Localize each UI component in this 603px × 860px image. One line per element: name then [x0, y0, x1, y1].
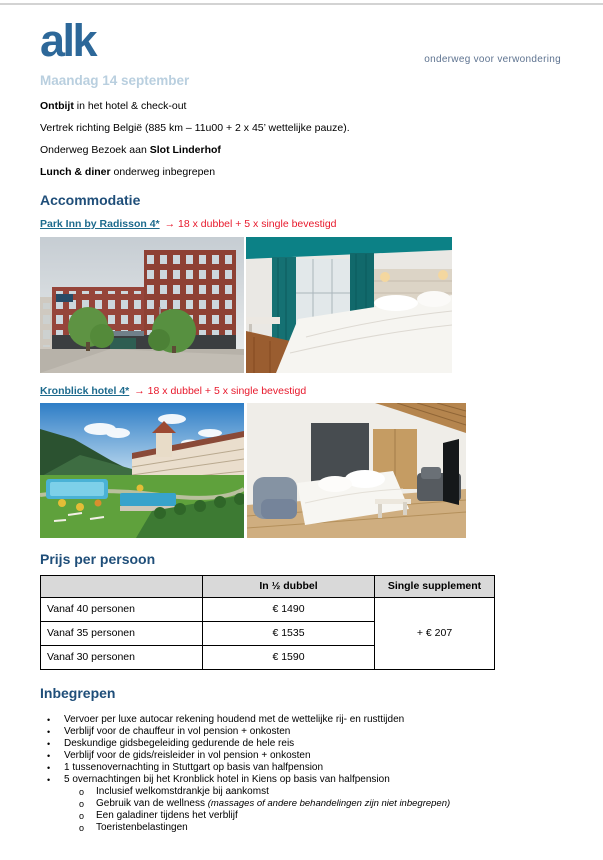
price-row-40	[41, 597, 495, 621]
page-top-border	[0, 3, 603, 5]
day-heading: Maandag 14 september	[40, 72, 190, 88]
included-item: • Vervoer per luxe autocar rekening houdend met de wettelijke rij- en rusttijden	[40, 714, 563, 726]
program-line-meals-rest: onderweg inbegrepen	[110, 165, 216, 178]
brand-tagline: onderweg voor verwondering	[424, 54, 561, 65]
program-line-visit-bold: Slot Linderhof	[149, 143, 221, 156]
price-row-30-value: € 1590	[203, 645, 375, 669]
program-line-meals	[40, 167, 563, 178]
sub-bullet-icon: o	[79, 798, 85, 809]
included-sub-item: o Toeristenbelastingen	[79, 821, 188, 833]
price-table-header-row	[41, 575, 495, 597]
program-line-visit-pre: Onderweg Bezoek aan	[40, 143, 150, 156]
photo-park-inn-exterior	[40, 237, 244, 373]
alk-logo: alk	[40, 15, 96, 66]
included-item: • Verblijf voor de gids/reisleider in vol pension + onkosten	[40, 750, 563, 762]
accommodation-heading: Accommodatie	[40, 191, 141, 208]
park-inn-photo-row	[40, 237, 563, 373]
price-row-35-label: Vanaf 35 personen	[41, 621, 203, 645]
hotel-line-kronblick	[40, 385, 563, 397]
photo-kronblick-bedroom	[247, 403, 466, 538]
program-line-breakfast-rest: in het hotel & check-out	[73, 99, 187, 112]
price-row-40-value: € 1490	[203, 597, 375, 621]
program-line-visit	[40, 145, 563, 156]
program-line-breakfast-bold: Ontbijt	[40, 99, 74, 112]
price-table	[40, 575, 495, 670]
included-sub-item: o Een galadiner tijdens het verblijf	[79, 809, 238, 821]
photo-kronblick-resort-pools	[40, 403, 244, 538]
price-row-35-value: € 1535	[203, 621, 375, 645]
price-header-empty	[41, 575, 203, 597]
included-sub-item: o Gebruik van de wellness (massages of andere behandelingen zijn niet inbegrepen)	[79, 797, 451, 809]
sub-bullet-icon: o	[79, 786, 85, 797]
program-line-departure: Vertrek richting België (885 km – 11u00 + 2 x 45’ wettelijke pauze).	[40, 121, 350, 134]
included-item: • 5 overnachtingen bij het Kronblick hotel in Kiens op basis van halfpension	[40, 774, 563, 786]
bullet-icon: •	[47, 738, 51, 749]
price-row-30-label: Vanaf 30 personen	[41, 645, 203, 669]
sub-bullet-icon: o	[79, 822, 85, 833]
included-sub-item: o Inclusief welkomstdrankje bij aankomst	[79, 785, 269, 797]
day-program	[40, 101, 563, 178]
kronblick-photo-row	[40, 403, 563, 538]
single-supplement-value: + € 207	[375, 597, 495, 669]
price-header-double: In ½ dubbel	[203, 575, 375, 597]
photo-park-inn-bedroom	[246, 237, 452, 373]
program-line-breakfast	[40, 101, 563, 112]
included-heading: Inbegrepen	[40, 684, 116, 701]
bullet-icon: •	[47, 750, 51, 761]
included-item: • Deskundige gidsbegeleiding gedurende de hele reis	[40, 738, 563, 750]
park-inn-hotel-link[interactable]: Park Inn by Radisson 4*	[40, 217, 160, 230]
hotel-line-park-inn	[40, 218, 563, 230]
program-line-meals-bold: Lunch & diner	[40, 165, 111, 178]
bullet-icon: •	[47, 774, 51, 785]
sub-bullet-icon: o	[79, 810, 85, 821]
included-list	[40, 714, 563, 834]
bullet-icon: •	[47, 762, 51, 773]
bullet-icon: •	[47, 714, 51, 725]
bullet-icon: •	[47, 726, 51, 737]
kronblick-hotel-link[interactable]: Kronblick hotel 4*	[40, 384, 130, 397]
price-header-single: Single supplement	[375, 575, 495, 597]
price-heading: Prijs per persoon	[40, 550, 156, 567]
included-item: • Verblijf voor de chauffeur in vol pension + onkosten	[40, 726, 563, 738]
kronblick-booking-note: → 18 x dubbel + 5 x single bevestigd	[134, 384, 307, 397]
included-item: • 1 tussenovernachting in Stuttgart op basis van halfpension	[40, 762, 563, 774]
park-inn-booking-note: → 18 x dubbel + 5 x single bevestigd	[164, 217, 337, 230]
price-row-40-label: Vanaf 40 personen	[41, 597, 203, 621]
